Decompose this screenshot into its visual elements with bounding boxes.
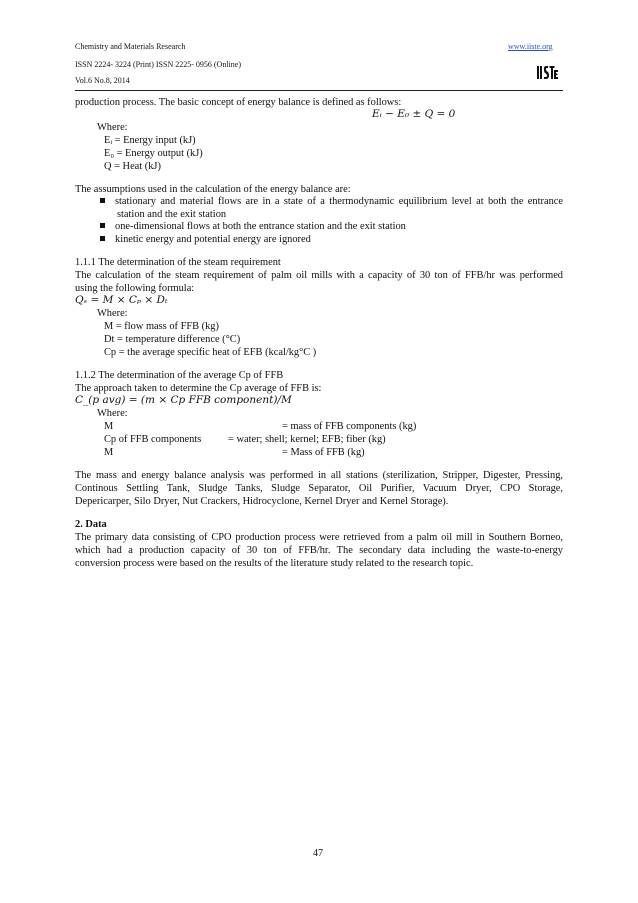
section-111-item-mass: M = flow mass of FFB (kg) (104, 321, 219, 332)
intro-text: production process. The basic concept of energy balance is defined as follows: (75, 97, 402, 108)
section-112-term-m: M (104, 421, 114, 432)
data-section-line3: conversion process were based on the results of the literature study related to the research topic. (75, 558, 474, 569)
journal-title: Chemistry and Materials Research (75, 42, 186, 51)
assumption-item-stationary: stationary and material flows are in a state of a thermodynamic equilibrium level at both the entrance (115, 196, 563, 207)
section-111-line2: using the following formula: (75, 283, 195, 294)
data-section-line2: which had a production capacity of 30 ton of FFB/hr. The secondary data including the waste-to-energy (75, 545, 563, 556)
iiste-logo (536, 64, 558, 81)
journal-url-link[interactable]: www.iiste.org (508, 42, 553, 51)
assumption-item-one-dimensional: one-dimensional flows at both the entrance station and the exit station (115, 221, 406, 232)
section-112-where-label: Where: (97, 408, 128, 419)
section-112-heading: 1.1.2 The determination of the average Cp of FFB (75, 370, 284, 381)
bullet-square-icon (100, 198, 105, 203)
section-112-def-m2: = Mass of FFB (kg) (282, 447, 365, 458)
assumption-item-stationary-cont: station and the exit station (117, 209, 227, 220)
iiste-logo-icon (536, 64, 558, 81)
where-label: Where: (97, 122, 128, 133)
bullet-square-icon (100, 236, 105, 241)
volume-line: Vol.6 No.8, 2014 (75, 76, 130, 85)
cp-average-formula: C_(p avg) = (m × Cp FFB component)/M (75, 394, 292, 406)
steam-formula: Qₛ = M × Cₚ × Dₜ (75, 294, 168, 306)
section-112-def-m: = mass of FFB components (kg) (282, 421, 417, 432)
where-item-heat: Q = Heat (kJ) (104, 161, 161, 172)
section-112-line1: The approach taken to determine the Cp average of FFB is: (75, 383, 322, 394)
section-111-item-cp: Cp = the average specific heat of EFB (kcal/kg°C ) (104, 347, 317, 358)
issn-line: ISSN 2224- 3224 (Print) ISSN 2225- 0956 (Online) (75, 60, 241, 69)
section-112-term-cp: Cp of FFB components (104, 434, 202, 445)
bullet-square-icon (100, 223, 105, 228)
section-112-term-m2: M (104, 447, 114, 458)
section-111-heading: 1.1.1 The determination of the steam requirement (75, 257, 281, 268)
assumptions-intro: The assumptions used in the calculation of the energy balance are: (75, 184, 351, 195)
energy-balance-equation: Eᵢ − E₀ ± Q = 0 (372, 108, 456, 120)
data-section-line1: The primary data consisting of CPO production process were retrieved from a palm oil mill in Southern Borneo, (75, 532, 563, 543)
mass-energy-line1: The mass and energy balance analysis was performed in all stations (sterilization, Stripper, Digester, Pressing, (75, 470, 563, 481)
section-111-item-dt: Dt = temperature difference (°C) (104, 334, 241, 345)
assumption-item-kinetic: kinetic energy and potential energy are ignored (115, 234, 311, 245)
section-111-where-label: Where: (97, 308, 128, 319)
where-item-energy-output: E₀ = Energy output (kJ) (104, 148, 203, 159)
header-rule (75, 90, 563, 91)
section-111-line1: The calculation of the steam requirement of palm oil mills with a capacity of 30 ton of FFB/hr was performed (75, 270, 563, 281)
page-number: 47 (313, 848, 323, 859)
section-112-def-cp: = water; shell; kernel; EFB; fiber (kg) (228, 434, 386, 445)
mass-energy-line2: Continous Settling Tank, Sludge Tanks, Sludge Separator, Oil Purifier, Vacuum Dryer, CPO Storage, (75, 483, 563, 494)
data-section-heading: 2. Data (75, 519, 107, 530)
mass-energy-line3: Depericarper, Silo Dryer, Nut Crackers, Hidrocyclone, Kernel Dryer and Kernel Storage). (75, 496, 449, 507)
where-item-energy-input: Eᵢ = Energy input (kJ) (104, 135, 196, 146)
